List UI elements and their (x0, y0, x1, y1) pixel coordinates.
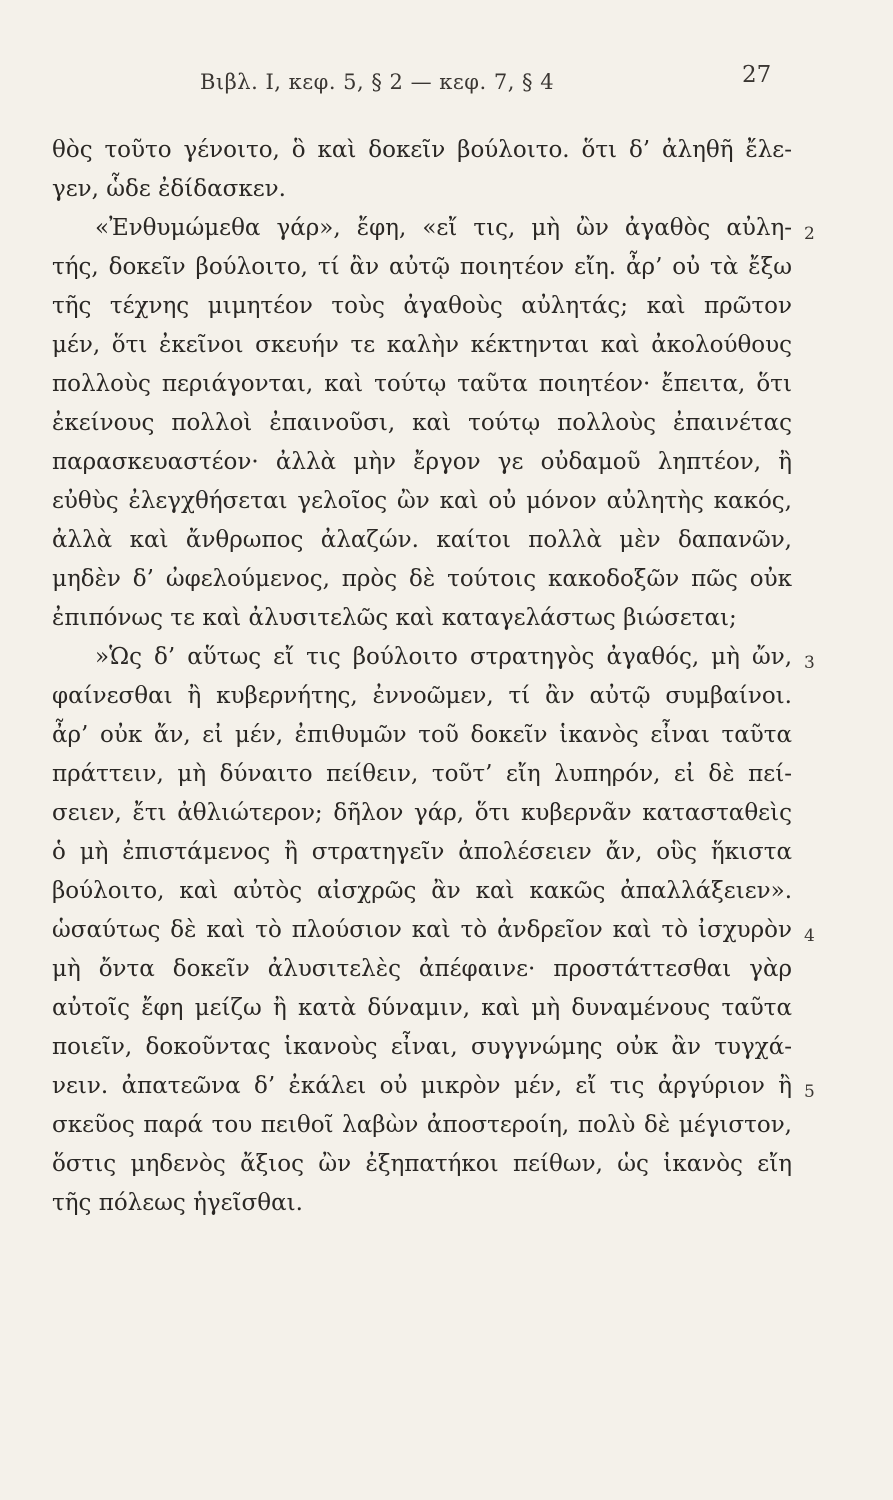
section-number: 3 (804, 653, 815, 673)
text-line: μέν, ὅτι ἐκεῖνοι σκευήν τε καλὴν κέκτηνται καὶ ἀκολούθους (52, 332, 792, 358)
text-line: τής, δοκεῖν βούλοιτο, τί ἂν αὐτῷ ποιητέον εἴη. ἆρ’ οὐ τὰ ἔξω (52, 254, 792, 280)
running-head: Βιβλ. I, κεφ. 5, § 2 — κεφ. 7, § 4 (200, 70, 555, 94)
text-line: ἐκείνους πολλοὶ ἐπαινοῦσι, καὶ τούτῳ πολλοὺς ἐπαινέτας (52, 410, 792, 436)
text-line: ὡσαύτως δὲ καὶ τὸ πλούσιον καὶ τὸ ἀνδρεῖον καὶ τὸ ἰσχυρὸν (52, 917, 792, 943)
section-number: 5 (804, 1082, 815, 1102)
text-line: μὴ ὄντα δοκεῖν ἀλυσιτελὲς ἀπέφαινε· προστάττεσθαι γὰρ (52, 956, 792, 982)
text-line: ποιεῖν, δοκοῦντας ἱκανοὺς εἶναι, συγγνώμης οὐκ ἂν τυγχά- (52, 1034, 792, 1060)
text-line: εὐθὺς ἐλεγχθήσεται γελοῖος ὢν καὶ οὐ μόνον αὐλητὴς κακός, (52, 488, 792, 514)
text-line: σκεῦος παρά του πειθοῖ λαβὼν ἀποστεροίη, πολὺ δὲ μέγιστον, (52, 1112, 792, 1138)
section-number: 2 (804, 224, 815, 244)
text-line: ὅστις μηδενὸς ἄξιος ὢν ἐξηπατήκοι πείθων, ὡς ἱκανὸς εἴη (52, 1151, 792, 1177)
text-line: «Ἐνθυμώμεθα γάρ», ἔφη, «εἴ τις, μὴ ὢν ἀγαθὸς αὐλη- (95, 215, 792, 241)
text-line: πολλοὺς περιάγονται, καὶ τούτῳ ταῦτα ποιητέον· ἔπειτα, ὅτι (52, 371, 792, 397)
text-line: αὐτοῖς ἔφη μείζω ἢ κατὰ δύναμιν, καὶ μὴ δυναμένους ταῦτα (52, 995, 792, 1021)
text-line: γεν, ὧδε ἐδίδασκεν. (52, 176, 286, 202)
text-line: ἆρ’ οὐκ ἄν, εἰ μέν, ἐπιθυμῶν τοῦ δοκεῖν ἱκανὸς εἶναι ταῦτα (52, 722, 792, 748)
section-number: 4 (804, 926, 815, 946)
text-line: ἐπιπόνως τε καὶ ἀλυσιτελῶς καὶ καταγελάστως βιώσεται; (52, 605, 737, 631)
text-line: ἀλλὰ καὶ ἄνθρωπος ἀλαζών. καίτοι πολλὰ μὲν δαπανῶν, (52, 527, 792, 553)
page-number: 27 (742, 62, 772, 88)
text-line: παρασκευαστέον· ἀλλὰ μὴν ἔργον γε οὐδαμοῦ ληπτέον, ἢ (52, 449, 792, 475)
text-line: τῆς πόλεως ἡγεῖσθαι. (52, 1190, 303, 1216)
text-line: θὸς τοῦτο γένοιτο, ὃ καὶ δοκεῖν βούλοιτο. ὅτι δ’ ἀληθῆ ἔλε- (52, 137, 792, 163)
text-line: »Ὡς δ’ αὕτως εἴ τις βούλοιτο στρατηγὸς ἀγαθός, μὴ ὤν, (95, 644, 792, 670)
text-line: μηδὲν δ’ ὠφελούμενος, πρὸς δὲ τούτοις κακοδοξῶν πῶς οὐκ (52, 566, 792, 592)
text-line: σειεν, ἔτι ἀθλιώτερον; δῆλον γάρ, ὅτι κυβερνᾶν κατασταθεὶς (52, 800, 792, 826)
text-line: τῆς τέχνης μιμητέον τοὺς ἀγαθοὺς αὐλητάς; καὶ πρῶτον (52, 293, 792, 319)
text-line: βούλοιτο, καὶ αὐτὸς αἰσχρῶς ἂν καὶ κακῶς ἀπαλλάξειεν». (52, 878, 792, 904)
text-line: ὁ μὴ ἐπιστάμενος ἢ στρατηγεῖν ἀπολέσειεν ἄν, οὓς ἥκιστα (52, 839, 792, 865)
text-line: πράττειν, μὴ δύναιτο πείθειν, τοῦτ’ εἴη λυπηρόν, εἰ δὲ πεί- (52, 761, 792, 787)
text-line: νειν. ἀπατεῶνα δ’ ἐκάλει οὐ μικρὸν μέν, εἴ τις ἀργύριον ἢ (52, 1073, 792, 1099)
text-line: φαίνεσθαι ἢ κυβερνήτης, ἐννοῶμεν, τί ἂν αὐτῷ συμβαίνοι. (52, 683, 792, 709)
